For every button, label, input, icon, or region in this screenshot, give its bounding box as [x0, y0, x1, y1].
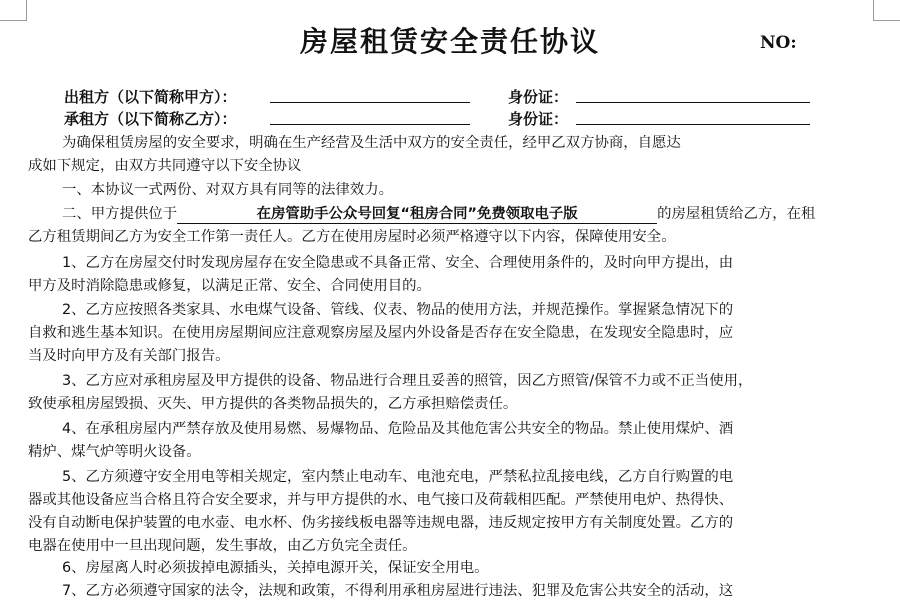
party-a-name-blank[interactable] — [270, 88, 470, 103]
item-2-line-3: 当及时向甲方及有关部门报告。 — [28, 348, 230, 364]
preamble-line-1: 为确保租赁房屋的安全要求，明确在生产经营及生活中双方的安全责任，经甲乙双方协商，自愿达 — [62, 135, 681, 151]
property-location-fill[interactable]: 在房管助手公众号回复“租房合同”免费领取电子版 — [177, 205, 657, 224]
party-b-id-blank[interactable] — [576, 110, 810, 125]
clause-two-prefix: 二、甲方提供位于 — [62, 206, 178, 222]
clause-one: 一、本协议一式两份、对双方具有同等的法律效力。 — [62, 182, 393, 198]
document-title: 房屋租赁安全责任协议 — [299, 25, 600, 58]
item-5-line-4: 电器在使用中一旦出现问题，发生事故，由乙方负完全责任。 — [28, 538, 417, 554]
preamble-line-2: 成如下规定，由双方共同遵守以下安全协议 — [28, 158, 302, 174]
party-a-id-blank[interactable] — [576, 88, 810, 103]
party-a-id-label: 身份证： — [508, 88, 569, 106]
page-corner-mark-left — [0, 0, 27, 21]
party-b-label: 承租方（以下简称乙方）： — [64, 110, 237, 128]
document-number-label: NO: — [760, 33, 797, 53]
item-4-line-2: 精炉、煤气炉等明火设备。 — [28, 444, 201, 460]
item-5-line-1: 5、乙方须遵守安全用电等相关规定，室内禁止电动车、电池充电，严禁私拉乱接电线，乙方自行购置的电 — [62, 469, 734, 485]
party-a-label: 出租方（以下简称甲方）： — [64, 88, 237, 106]
item-6: 6、房屋离人时必须拔掉电源插头，关掉电源开关，保证安全用电。 — [62, 560, 489, 576]
item-1-line-2: 甲方及时消除隐患或修复，以满足正常、安全、合同使用目的。 — [28, 278, 431, 294]
item-5-line-2: 器或其他设备应当合格且符合安全要求，并与甲方提供的水、电气接口及荷载相匹配。严禁使用电炉、热得快、 — [28, 492, 734, 508]
party-b-id-label: 身份证： — [508, 110, 569, 128]
item-3-line-1: 3、乙方应对承租房屋及甲方提供的设备、物品进行合理且妥善的照管，因乙方照管/保管不力或不正当使用， — [62, 373, 753, 389]
clause-two-line-1 — [62, 203, 876, 225]
party-b-name-blank[interactable] — [270, 110, 470, 125]
item-2-line-1: 2、乙方应按照各类家具、水电煤气设备、管线、仪表、物品的使用方法，并规范操作。掌握紧急情况下的 — [62, 302, 734, 318]
page-corner-mark-right — [873, 0, 900, 21]
item-5-line-3: 没有自动断电保护装置的电水壶、电水杯、伪劣接线板电器等违规电器，违反规定按甲方有关制度处置。乙方的 — [28, 515, 734, 531]
item-3-line-2: 致使承租房屋毁损、灭失、甲方提供的各类物品损失的，乙方承担赔偿责任。 — [28, 396, 518, 412]
clause-two-line-2: 乙方租赁期间乙方为安全工作第一责任人。乙方在使用房屋时必须严格遵守以下内容，保障使用安全。 — [28, 229, 676, 245]
item-1-line-1: 1、乙方在房屋交付时发现房屋存在安全隐患或不具备正常、安全、合理使用条件的，及时向甲方提出，由 — [62, 255, 734, 271]
item-4-line-1: 4、在承租房屋内严禁存放及使用易燃、易爆物品、危险品及其他危害公共安全的物品。禁止使用煤炉、酒 — [62, 421, 734, 437]
item-7-line-1: 7、乙方必须遵守国家的法令，法规和政策，不得利用承租房屋进行违法、犯罪及危害公共安全的活动，这 — [62, 583, 734, 599]
item-2-line-2: 自救和逃生基本知识。在使用房屋期间应注意观察房屋及屋内外设备是否存在安全隐患，在发现安全隐患时，应 — [28, 325, 734, 341]
clause-two-suffix: 的房屋租赁给乙方，在租 — [657, 206, 816, 222]
